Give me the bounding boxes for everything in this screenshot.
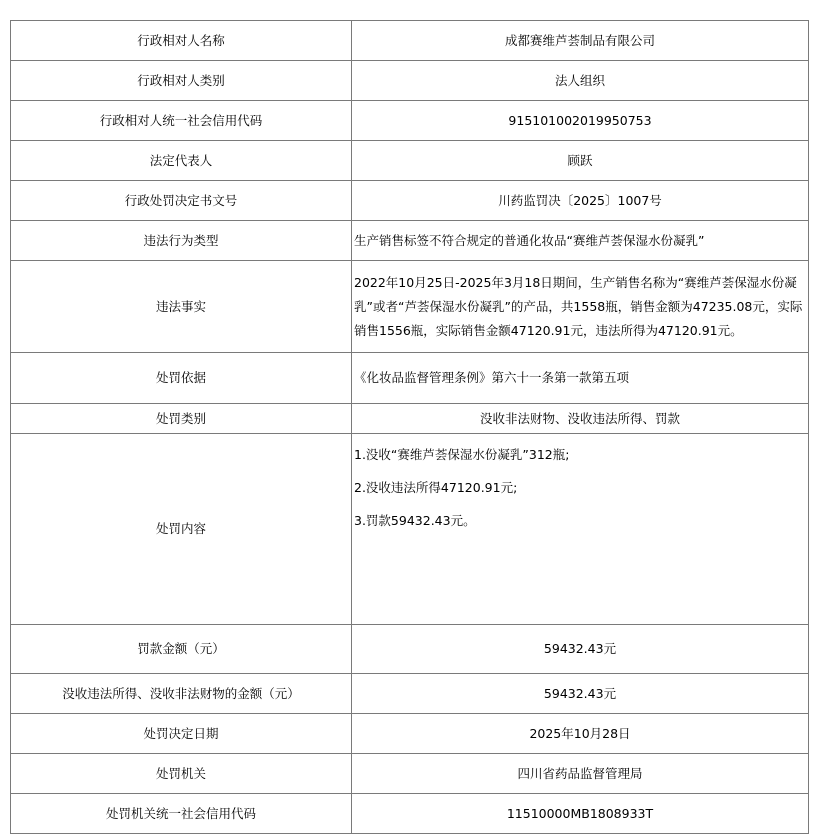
row-value: 法人组织	[352, 61, 809, 101]
table-row	[11, 221, 809, 261]
row-label: 违法事实	[11, 261, 352, 353]
penalty-item: 2.没收违法所得47120.91元;	[354, 480, 518, 495]
row-value: 59432.43元	[352, 674, 809, 714]
table-row	[11, 674, 809, 714]
row-value: 11510000MB1808933T	[352, 794, 809, 834]
row-value: 四川省药品监督管理局	[352, 754, 809, 794]
row-label: 违法行为类型	[11, 221, 352, 261]
row-label: 处罚机关	[11, 754, 352, 794]
table-row	[11, 353, 809, 404]
row-label: 罚款金额（元）	[11, 625, 352, 674]
row-label: 法定代表人	[11, 141, 352, 181]
table-row	[11, 101, 809, 141]
table-row	[11, 794, 809, 834]
row-label: 行政相对人名称	[11, 21, 352, 61]
row-label: 行政相对人统一社会信用代码	[11, 101, 352, 141]
row-label: 处罚类别	[11, 404, 352, 434]
table-row	[11, 625, 809, 674]
row-value: 59432.43元	[352, 625, 809, 674]
table-row	[11, 141, 809, 181]
row-label: 行政相对人类别	[11, 61, 352, 101]
row-value	[352, 434, 809, 625]
penalty-item: 3.罚款59432.43元。	[354, 513, 476, 528]
table-row	[11, 61, 809, 101]
row-label: 处罚依据	[11, 353, 352, 404]
row-label: 处罚决定日期	[11, 714, 352, 754]
row-value: 2022年10月25日-2025年3月18日期间，生产销售名称为“赛维芦荟保湿水份凝乳”或者“芦荟保湿水份凝乳”的产品，共1558瓶，销售金额为47235.08元，实际销售1556瓶，实际销售金额47120.91元，违法所得为47120.91元。	[352, 261, 809, 353]
row-value: 没收非法财物、没收违法所得、罚款	[352, 404, 809, 434]
row-value: 《化妆品监督管理条例》第六十一条第一款第五项	[352, 353, 809, 404]
table-row	[11, 754, 809, 794]
row-value: 顾跃	[352, 141, 809, 181]
row-value: 915101002019950753	[352, 101, 809, 141]
penalty-info-table	[10, 20, 809, 834]
table-row	[11, 714, 809, 754]
row-label: 行政处罚决定书文号	[11, 181, 352, 221]
row-label: 没收违法所得、没收非法财物的金额（元）	[11, 674, 352, 714]
table-row	[11, 181, 809, 221]
table-row	[11, 434, 809, 625]
penalty-item: 1.没收“赛维芦荟保湿水份凝乳”312瓶;	[354, 447, 570, 462]
row-value: 成都赛维芦荟制品有限公司	[352, 21, 809, 61]
table-row	[11, 261, 809, 353]
row-value: 生产销售标签不符合规定的普通化妆品“赛维芦荟保湿水份凝乳”	[352, 221, 809, 261]
table-row	[11, 404, 809, 434]
row-value: 2025年10月28日	[352, 714, 809, 754]
table-row	[11, 21, 809, 61]
row-label: 处罚机关统一社会信用代码	[11, 794, 352, 834]
row-value: 川药监罚决〔2025〕1007号	[352, 181, 809, 221]
row-label: 处罚内容	[11, 434, 352, 625]
